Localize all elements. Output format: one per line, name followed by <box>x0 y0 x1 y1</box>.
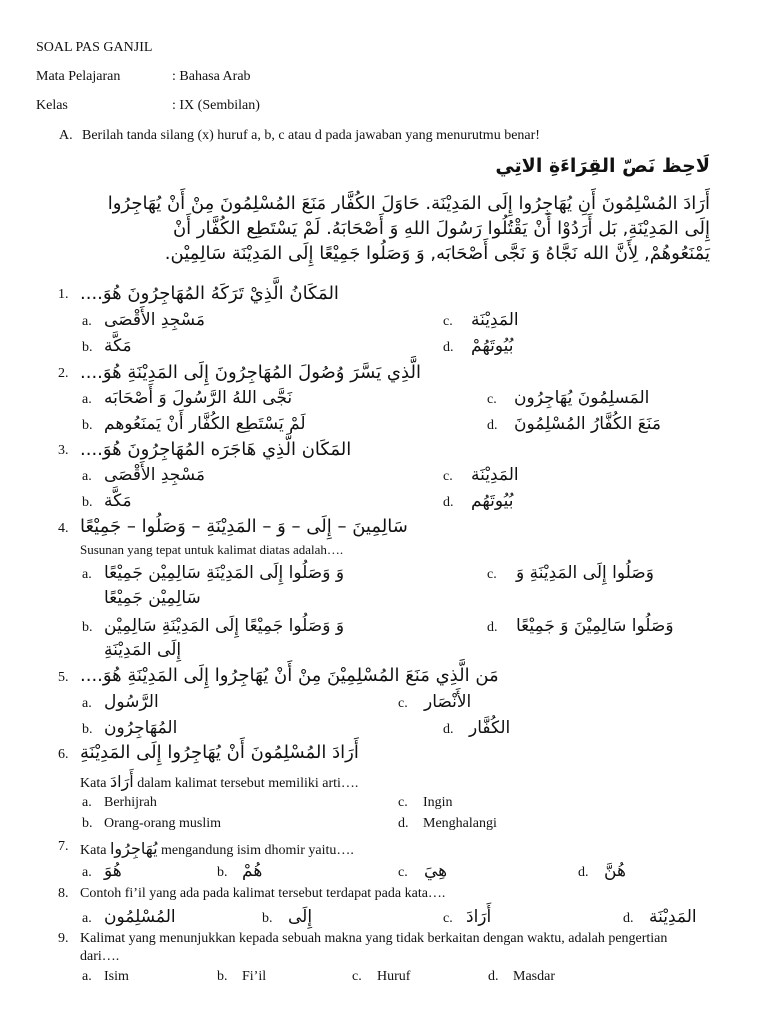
q4-c-label: c. <box>487 567 497 582</box>
q5-option-d: الكُفَّار <box>469 718 511 738</box>
q4-question: سَالِمِينَ – إِلَى – وَ – المَدِيْنَةِ – وَصَلُوا – جَمِيْعًا <box>80 516 408 537</box>
q5-number: 5. <box>58 670 69 685</box>
q8-prompt: Contoh fi’il yang ada pada kalimat tersebut terdapat pada kata…. <box>80 886 446 901</box>
q9-prompt-line1: Kalimat yang menunjukkan kepada sebuah makna yang tidak berkaitan dengan waktu, adalah pengertian <box>80 931 668 946</box>
q6-prompt-after: dalam kalimat tersebut memiliki arti…. <box>137 776 359 791</box>
q3-c-label: c. <box>443 469 453 484</box>
q7-number: 7. <box>58 839 69 854</box>
q6-d-label: d. <box>398 816 409 831</box>
q9-d-label: d. <box>488 969 499 984</box>
q9-b-label: b. <box>217 969 228 984</box>
q2-option-c: المَسلِمُونَ يُهَاجِرُون <box>514 388 650 408</box>
q2-number: 2. <box>58 366 69 381</box>
q2-option-b: لَمْ يَسْتَطِع الكُفَّار أَنْ يَمنَعُوهم <box>104 414 306 434</box>
q6-question: أَرَادَ المُسْلِمُونَ أَنْ يُهَاجِرُوا إِلَى المَدِيْنَةِ <box>80 742 359 763</box>
q6-prompt-before: Kata <box>80 776 107 791</box>
q6-option-c: Ingin <box>423 795 453 810</box>
reading-line-3: يَمْنَعُوهُمْ, لِأَنَّ الله نَجَّاهُ وَ نَجَّى أَصْحَابَه, وَ وَصَلُوا جَمِيْعًا إِلَى المَدِيْنَة سَالِمِيْن. <box>164 243 710 264</box>
reading-line-1: أَرَادَ المُسْلِمُونَ أَنِ يُهَاجِرُوا إِلَى المَدِيْنَة. حَاوَلَ الكُفَّار مَنَعَ المُسْلِمُونَ مِنْ أَنْ يُهَاجِرُوا <box>107 193 710 214</box>
reading-title: لَاحِظ نَصّ القِرَاءَةِ الاتِي <box>495 155 710 177</box>
q5-a-label: a. <box>82 696 92 711</box>
q4-prompt: Susunan yang tepat untuk kalimat diatas adalah…. <box>80 542 344 557</box>
q7-prompt-before: Kata <box>80 843 107 858</box>
q5-option-c: الأَنْصَار <box>424 692 472 712</box>
q2-b-label: b. <box>82 418 93 433</box>
q7-prompt-word: يُهَاجِرُوا <box>109 839 158 858</box>
q2-a-label: a. <box>82 392 92 407</box>
q6-a-label: a. <box>82 795 92 810</box>
q7-c-label: c. <box>398 865 408 880</box>
section-letter: A. <box>59 128 73 143</box>
q8-option-a: المُسْلِمُون <box>104 907 176 927</box>
class-label: Kelas <box>36 98 68 113</box>
q1-number: 1. <box>58 287 69 302</box>
q1-option-d: بُيُوتَهُمْ <box>471 336 514 356</box>
q7-option-a: هُوَ <box>104 861 122 881</box>
q4-option-b-line1: وَ وَصَلُوا جَمِيْعًا إِلَى المَدِيْنَةِ سَالِمِيْن <box>104 616 345 636</box>
q4-option-c: وَصَلُوا إِلَى المَدِيْنَةِ وَ <box>516 563 654 583</box>
q1-c-label: c. <box>443 314 453 329</box>
q9-option-c: Huruf <box>377 969 411 984</box>
q2-option-a: نَجَّى اللهُ الرَّسُولَ وَ أَصْحَابَه <box>104 388 293 408</box>
q2-question: الَّذِي يَسَّرَ وُصُولَ المُهَاجِرُونَ إِلَى المَدِيْنَةِ هُوَ.... <box>80 362 421 383</box>
q1-option-b: مَكَّة <box>104 336 132 356</box>
q6-option-d: Menghalangi <box>423 816 497 831</box>
q9-c-label: c. <box>352 969 362 984</box>
q1-question: المَكَانُ الَّذِيْ تَرَكَهُ المُهَاجِرُونَ هُوَ.... <box>80 283 339 304</box>
q2-option-d: مَنَعَ الكُفَّارُ المُسْلِمُونَ <box>514 414 661 434</box>
q4-d-label: d. <box>487 620 498 635</box>
q7-option-d: هُنَّ <box>604 861 626 881</box>
q6-prompt <box>80 771 358 792</box>
q9-number: 9. <box>58 931 69 946</box>
section-instruction: Berilah tanda silang (x) huruf a, b, c atau d pada jawaban yang menurutmu benar! <box>82 128 540 143</box>
q8-a-label: a. <box>82 911 92 926</box>
q4-b-label: b. <box>82 620 93 635</box>
q8-option-d: المَدِيْنَة <box>649 907 697 927</box>
q7-d-label: d. <box>578 865 589 880</box>
q4-option-a-line2: سَالِمِيْن جَمِيْعًا <box>104 588 201 608</box>
q4-option-d: وَصَلُوا سَالِمِيْنَ وَ جَمِيْعًا <box>516 616 674 636</box>
q9-option-a: Isim <box>104 969 129 984</box>
q7-prompt-after: mengandung isim dhomir yaitu…. <box>161 843 354 858</box>
q7-option-b: هُمْ <box>242 861 263 881</box>
q3-option-a: مَسْجِدِ الأَقْصَى <box>104 465 206 485</box>
q7-prompt <box>80 838 354 859</box>
q3-a-label: a. <box>82 469 92 484</box>
q8-b-label: b. <box>262 911 273 926</box>
q9-a-label: a. <box>82 969 92 984</box>
reading-line-2: إِلَى المَدِيْنَةِ, بَل أَرَدُوْا أَنْ يَقْتُلُوا رَسُولَ اللهِ وَ أَصْحَابَهُ. لَمْ يَسْتَطِع الكُفَّار أَنْ <box>172 218 710 239</box>
q2-c-label: c. <box>487 392 497 407</box>
q7-a-label: a. <box>82 865 92 880</box>
q3-d-label: d. <box>443 495 454 510</box>
q1-d-label: d. <box>443 340 454 355</box>
q8-option-c: أَرَادَ <box>466 907 492 927</box>
q5-b-label: b. <box>82 722 93 737</box>
q4-a-label: a. <box>82 567 92 582</box>
q5-question: مَن الَّذِي مَنَعَ المُسْلِمِيْنَ مِنْ أَنْ يُهَاجِرُوا إِلَى المَدِيْنَةِ هُوَ.... <box>80 665 499 686</box>
q3-option-c: المَدِيْنَة <box>471 465 519 485</box>
q6-option-b: Orang-orang muslim <box>104 816 222 831</box>
q1-b-label: b. <box>82 340 93 355</box>
q7-b-label: b. <box>217 865 228 880</box>
q6-option-a: Berhijrah <box>104 795 157 810</box>
subject-label: Mata Pelajaran <box>36 69 121 84</box>
q6-prompt-word: أَرَادَ <box>109 772 134 791</box>
doc-title: SOAL PAS GANJIL <box>36 40 153 55</box>
q5-option-a: الرَّسُول <box>104 692 159 712</box>
q9-prompt-line2: dari…. <box>80 949 120 964</box>
q8-number: 8. <box>58 886 69 901</box>
q6-b-label: b. <box>82 816 93 831</box>
q9-option-d: Masdar <box>513 969 555 984</box>
q1-option-c: المَدِيْنَة <box>471 310 519 330</box>
q5-d-label: d. <box>443 722 454 737</box>
q8-c-label: c. <box>443 911 453 926</box>
q5-c-label: c. <box>398 696 408 711</box>
q7-option-c: هِيَ <box>424 861 448 881</box>
q3-b-label: b. <box>82 495 93 510</box>
q5-option-b: المُهَاجِرُون <box>104 718 178 738</box>
q1-option-a: مَسْجِدِ الأَقْصَى <box>104 310 206 330</box>
q4-number: 4. <box>58 521 69 536</box>
q8-option-b: إِلَى <box>288 907 313 927</box>
q4-option-a-line1: وَ وَصَلُوا إِلَى المَدِيْنَةِ سَالِمِيْن جَمِيْعًا <box>104 563 345 583</box>
q1-a-label: a. <box>82 314 92 329</box>
class-value: : IX (Sembilan) <box>172 98 260 113</box>
q3-option-b: مَكَّة <box>104 491 132 511</box>
subject-value: : Bahasa Arab <box>172 69 251 84</box>
q3-number: 3. <box>58 443 69 458</box>
q3-option-d: بُيُوتَهُم <box>471 491 514 511</box>
q6-c-label: c. <box>398 795 408 810</box>
q9-option-b: Fi’il <box>242 969 267 984</box>
q3-question: المَكَان الَّذِي هَاجَرَه المُهَاجِرُونَ هُوَ.... <box>80 439 352 460</box>
q6-number: 6. <box>58 747 69 762</box>
q8-d-label: d. <box>623 911 634 926</box>
q4-option-b-line2: إِلَى المَدِيْنَةِ <box>104 640 182 660</box>
q2-d-label: d. <box>487 418 498 433</box>
